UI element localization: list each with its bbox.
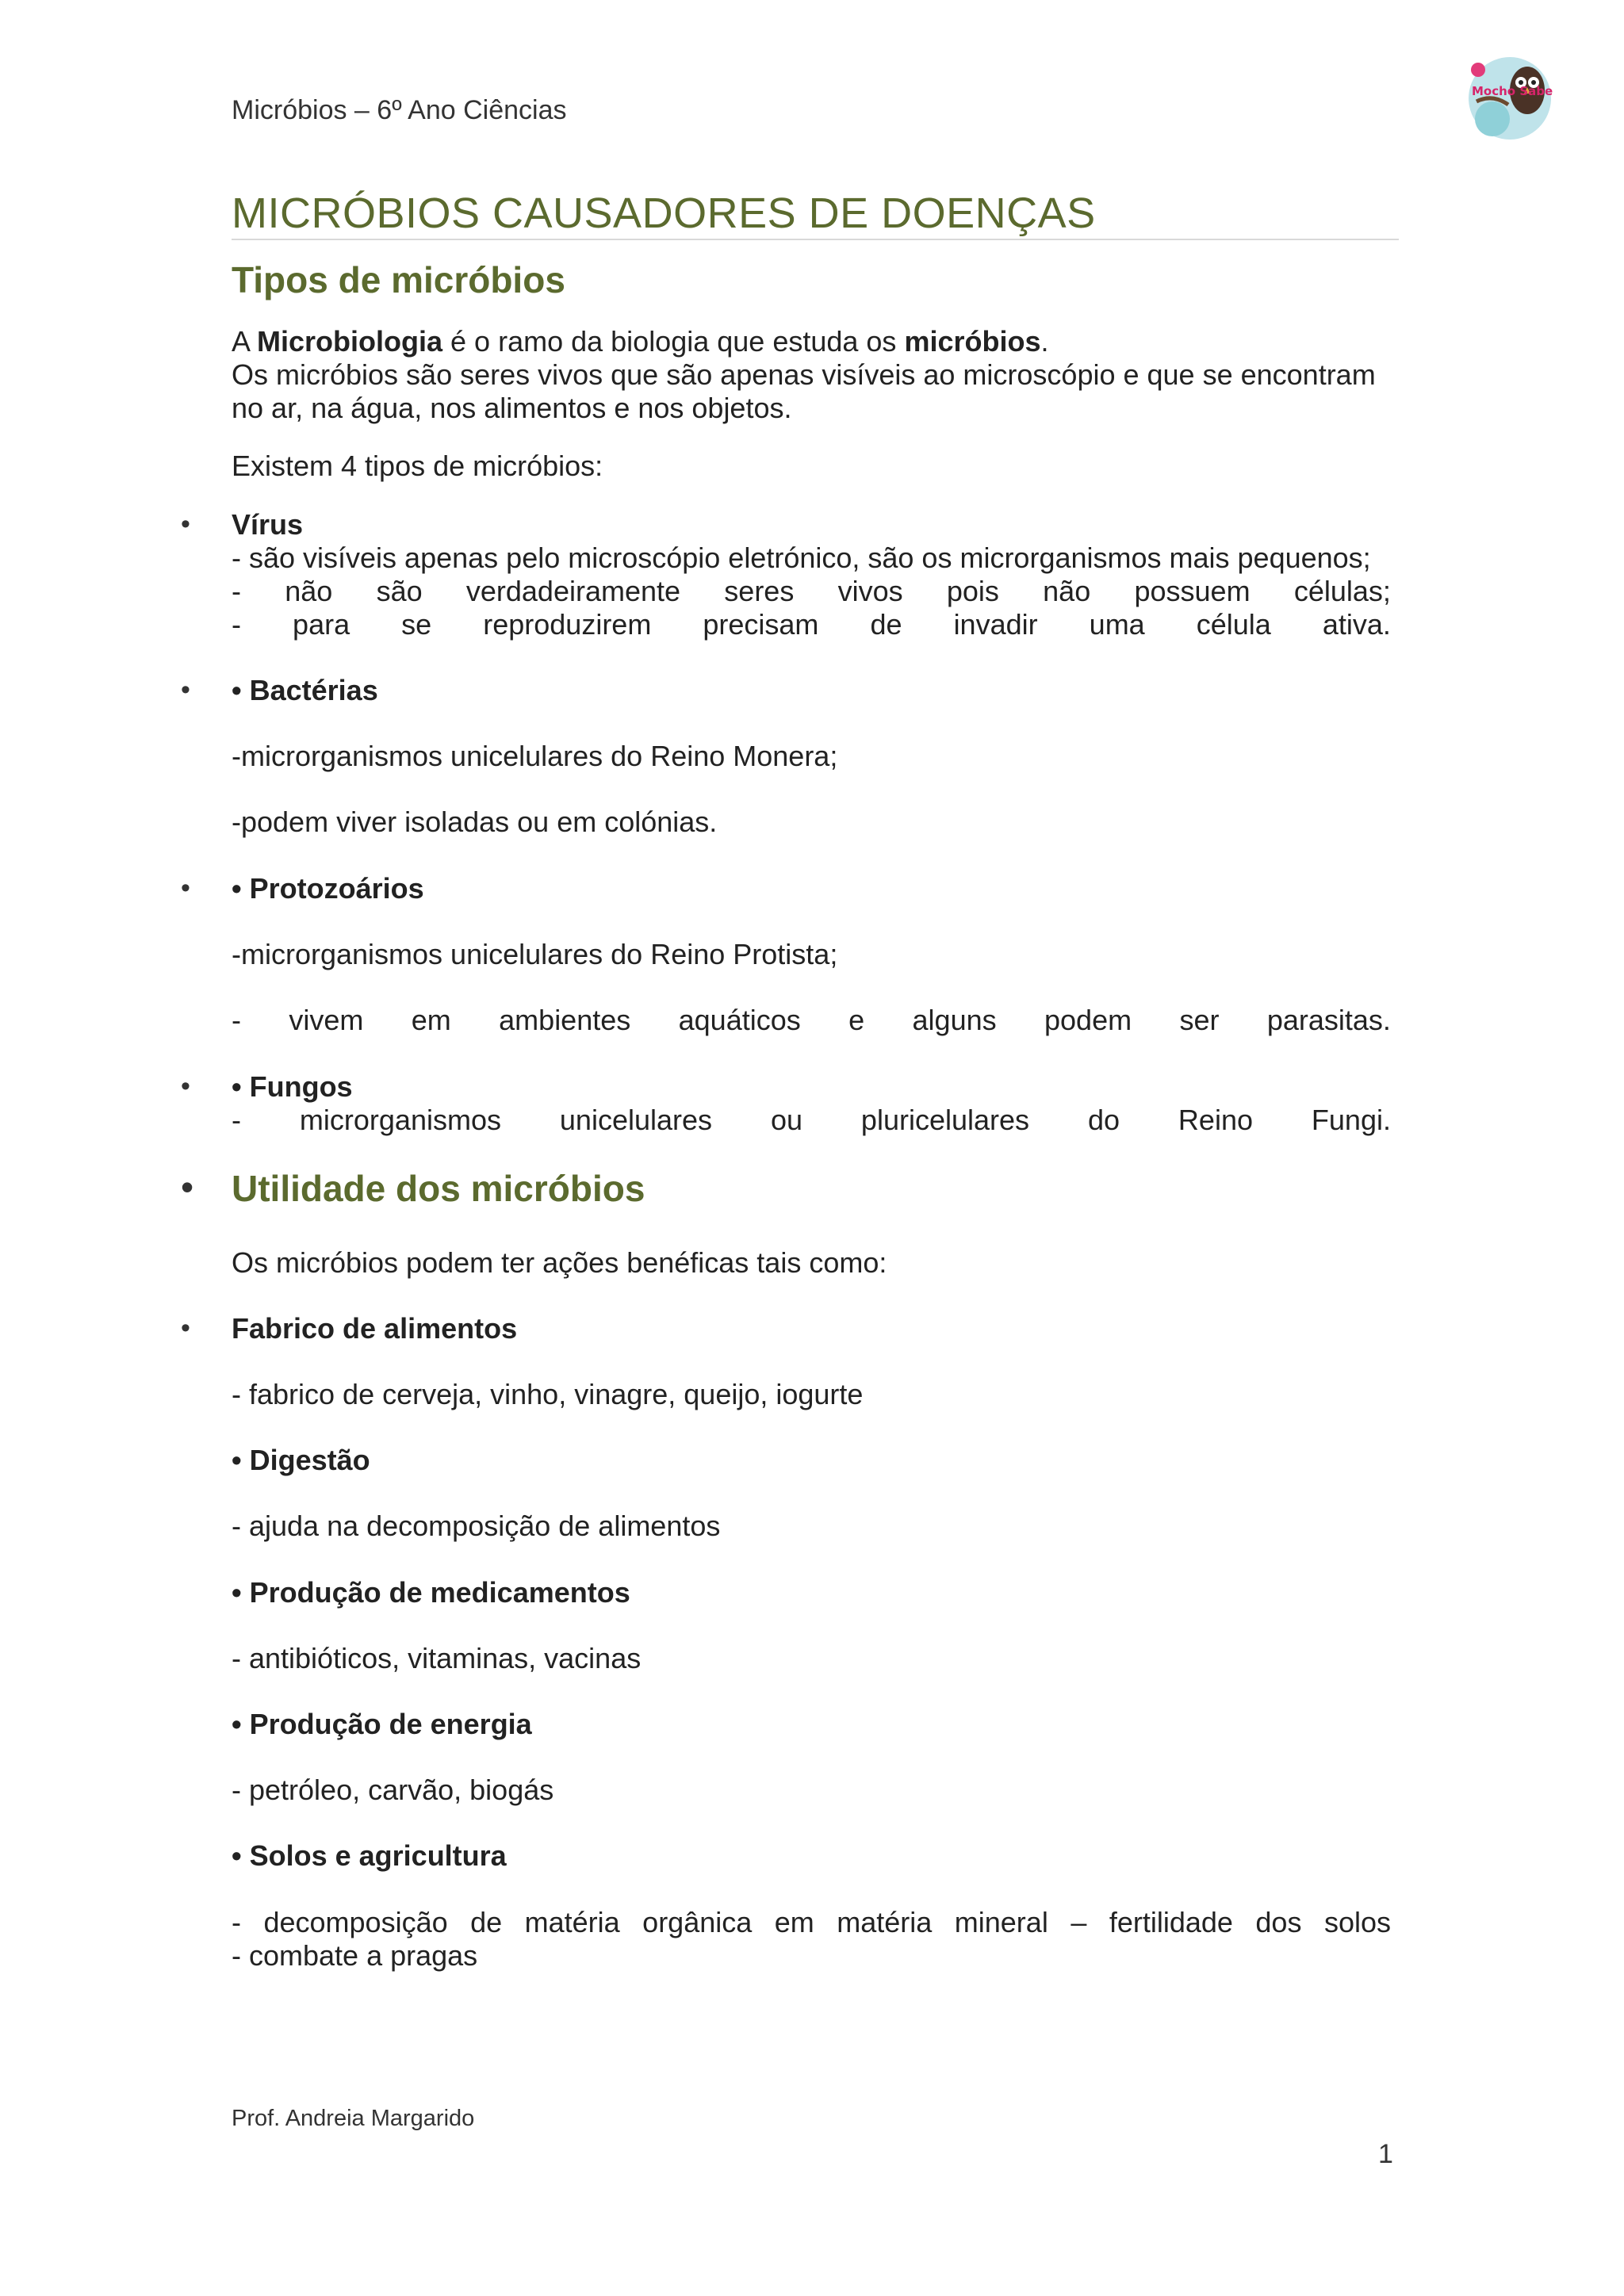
virus-line-3: - para se reproduzirem precisam de invadir uma célula ativa.	[232, 608, 1391, 641]
virus-line-1: - são visíveis apenas pelo microscópio eletrónico, são os microrganismos mais pequenos;	[232, 541, 1371, 574]
item-title: • Produção de medicamentos	[232, 1576, 630, 1609]
protozoarios-title: • Protozoários	[232, 872, 424, 905]
section-heading-utilidade: Utilidade dos micróbios	[232, 1168, 645, 1209]
intro-line-1: A Microbiologia é o ramo da biologia que estuda os micróbios.	[232, 325, 1049, 358]
footer-author: Prof. Andreia Margarido	[232, 2106, 475, 2131]
protozoarios-line-2: - vivem em ambientes aquáticos e alguns podem ser parasitas.	[232, 1004, 1391, 1036]
bacterias-line-1: -microrganismos unicelulares do Reino Monera;	[232, 740, 838, 772]
item-title: • Solos e agricultura	[232, 1839, 507, 1872]
item-title: Fabrico de alimentos	[232, 1312, 518, 1345]
bacterias-title: • Bactérias	[232, 674, 378, 706]
bullet: •	[181, 1071, 190, 1101]
section-heading-tipos: Tipos de micróbios	[232, 259, 565, 300]
item-title: • Digestão	[232, 1444, 370, 1476]
item-desc: - ajuda na decomposição de alimentos	[232, 1510, 721, 1542]
protozoarios-line-1: -microrganismos unicelulares do Reino Protista;	[232, 938, 838, 970]
fungos-line-1: - microrganismos unicelulares ou pluricelulares do Reino Fungi.	[232, 1104, 1391, 1136]
bacterias-line-2: -podem viver isoladas ou em colónias.	[232, 806, 718, 838]
bullet: •	[181, 675, 190, 705]
item-desc: - antibióticos, vitaminas, vacinas	[232, 1642, 642, 1674]
item-title: • Produção de energia	[232, 1708, 532, 1740]
title-underline	[232, 239, 1399, 240]
page-title: MICRÓBIOS CAUSADORES DE DOENÇAS	[232, 189, 1096, 237]
term-microbios: micróbios	[904, 325, 1041, 358]
intro-line-2: Os micróbios são seres vivos que são apenas visíveis ao microscópio e que se encontram	[232, 358, 1376, 391]
owl-logo-icon	[1461, 46, 1564, 149]
intro-line-3: no ar, na água, nos alimentos e nos objetos.	[232, 392, 792, 424]
bullet: •	[181, 1313, 190, 1343]
solos-line-2: - combate a pragas	[232, 1939, 478, 1972]
types-count: Existem 4 tipos de micróbios:	[232, 450, 603, 482]
bullet: •	[181, 509, 190, 539]
virus-title: Vírus	[232, 508, 304, 541]
logo-lettering: Mocho Sabe	[1472, 84, 1553, 98]
term-microbiologia: Microbiologia	[257, 325, 443, 358]
item-desc: - petróleo, carvão, biogás	[232, 1774, 554, 1806]
utilidade-intro: Os micróbios podem ter ações benéficas tais como:	[232, 1246, 887, 1279]
bullet: •	[181, 873, 190, 903]
running-header: Micróbios – 6º Ano Ciências	[232, 95, 567, 125]
solos-line-1: - decomposição de matéria orgânica em matéria mineral – fertilidade dos solos	[232, 1906, 1391, 1938]
bullet: •	[181, 1166, 194, 1207]
item-desc: - fabrico de cerveja, vinho, vinagre, queijo, iogurte	[232, 1378, 864, 1410]
page-number: 1	[1378, 2139, 1393, 2169]
fungos-title: • Fungos	[232, 1070, 353, 1103]
virus-line-2: - não são verdadeiramente seres vivos pois não possuem células;	[232, 575, 1391, 607]
